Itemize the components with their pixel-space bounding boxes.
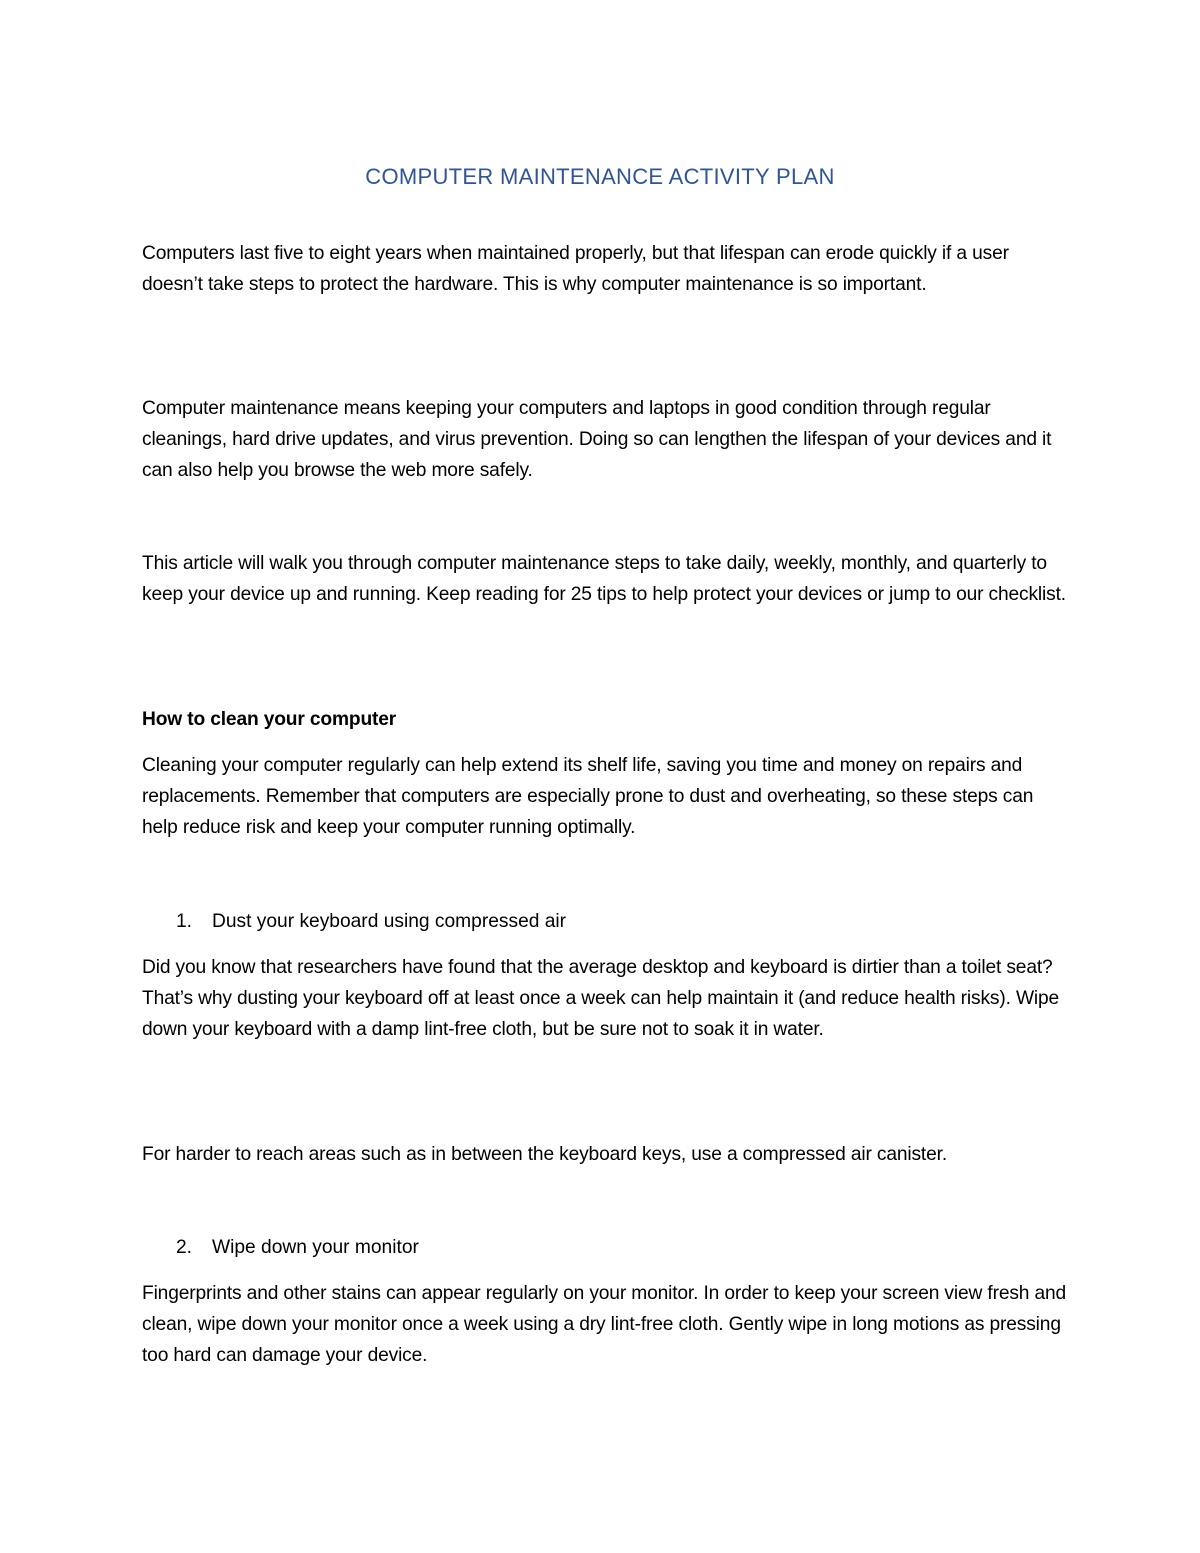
step-2-number: 2. (176, 1237, 193, 1258)
step-1-number: 1. (176, 911, 193, 932)
document-title: COMPUTER MAINTENANCE ACTIVITY PLAN (365, 164, 835, 189)
intro-paragraph-3: This article will walk you through computer maintenance steps to take daily, weekly, monthly, and quarterly to keep your device up and running. Keep reading for 25 tips to help protect your devices or jump to our checklist. (142, 553, 1066, 606)
section-heading: How to clean your computer (142, 709, 397, 730)
step-2-heading (176, 1232, 419, 1263)
step-1-paragraph-1: Did you know that researchers have found that the average desktop and keyboard is dirtier than a toilet seat? That’s why dusting your keyboard off at least once a week can help maintain it (and reduce health risks). Wipe down your keyboard with a damp lint-free cloth, but be sure not to soak it in water. (142, 957, 1060, 1041)
intro-paragraph-2: Computer maintenance means keeping your computers and laptops in good condition through regular cleanings, hard drive updates, and virus prevention. Doing so can lengthen the lifespan of your devices and it can also help you browse the web more safely. (142, 398, 1052, 482)
intro-paragraph-1: Computers last five to eight years when maintained properly, but that lifespan can erode quickly if a user doesn’t take steps to protect the hardware. This is why computer maintenance is so important. (142, 243, 1009, 296)
step-1-heading (176, 906, 566, 937)
step-2-label: Wipe down your monitor (212, 1237, 419, 1258)
step-2-paragraph-1: Fingerprints and other stains can appear regularly on your monitor. In order to keep your screen view fresh and clean, wipe down your monitor once a week using a dry lint-free cloth. Gently wipe in long motions as pressing too hard can damage your device. (142, 1283, 1067, 1367)
step-1-label: Dust your keyboard using compressed air (212, 911, 567, 932)
step-1-paragraph-2: For harder to reach areas such as in between the keyboard keys, use a compressed air canister. (142, 1144, 947, 1165)
section-paragraph: Cleaning your computer regularly can help extend its shelf life, saving you time and money on repairs and replacements. Remember that computers are especially prone to dust and overheating, so these steps can help reduce risk and keep your computer running optimally. (142, 755, 1034, 839)
